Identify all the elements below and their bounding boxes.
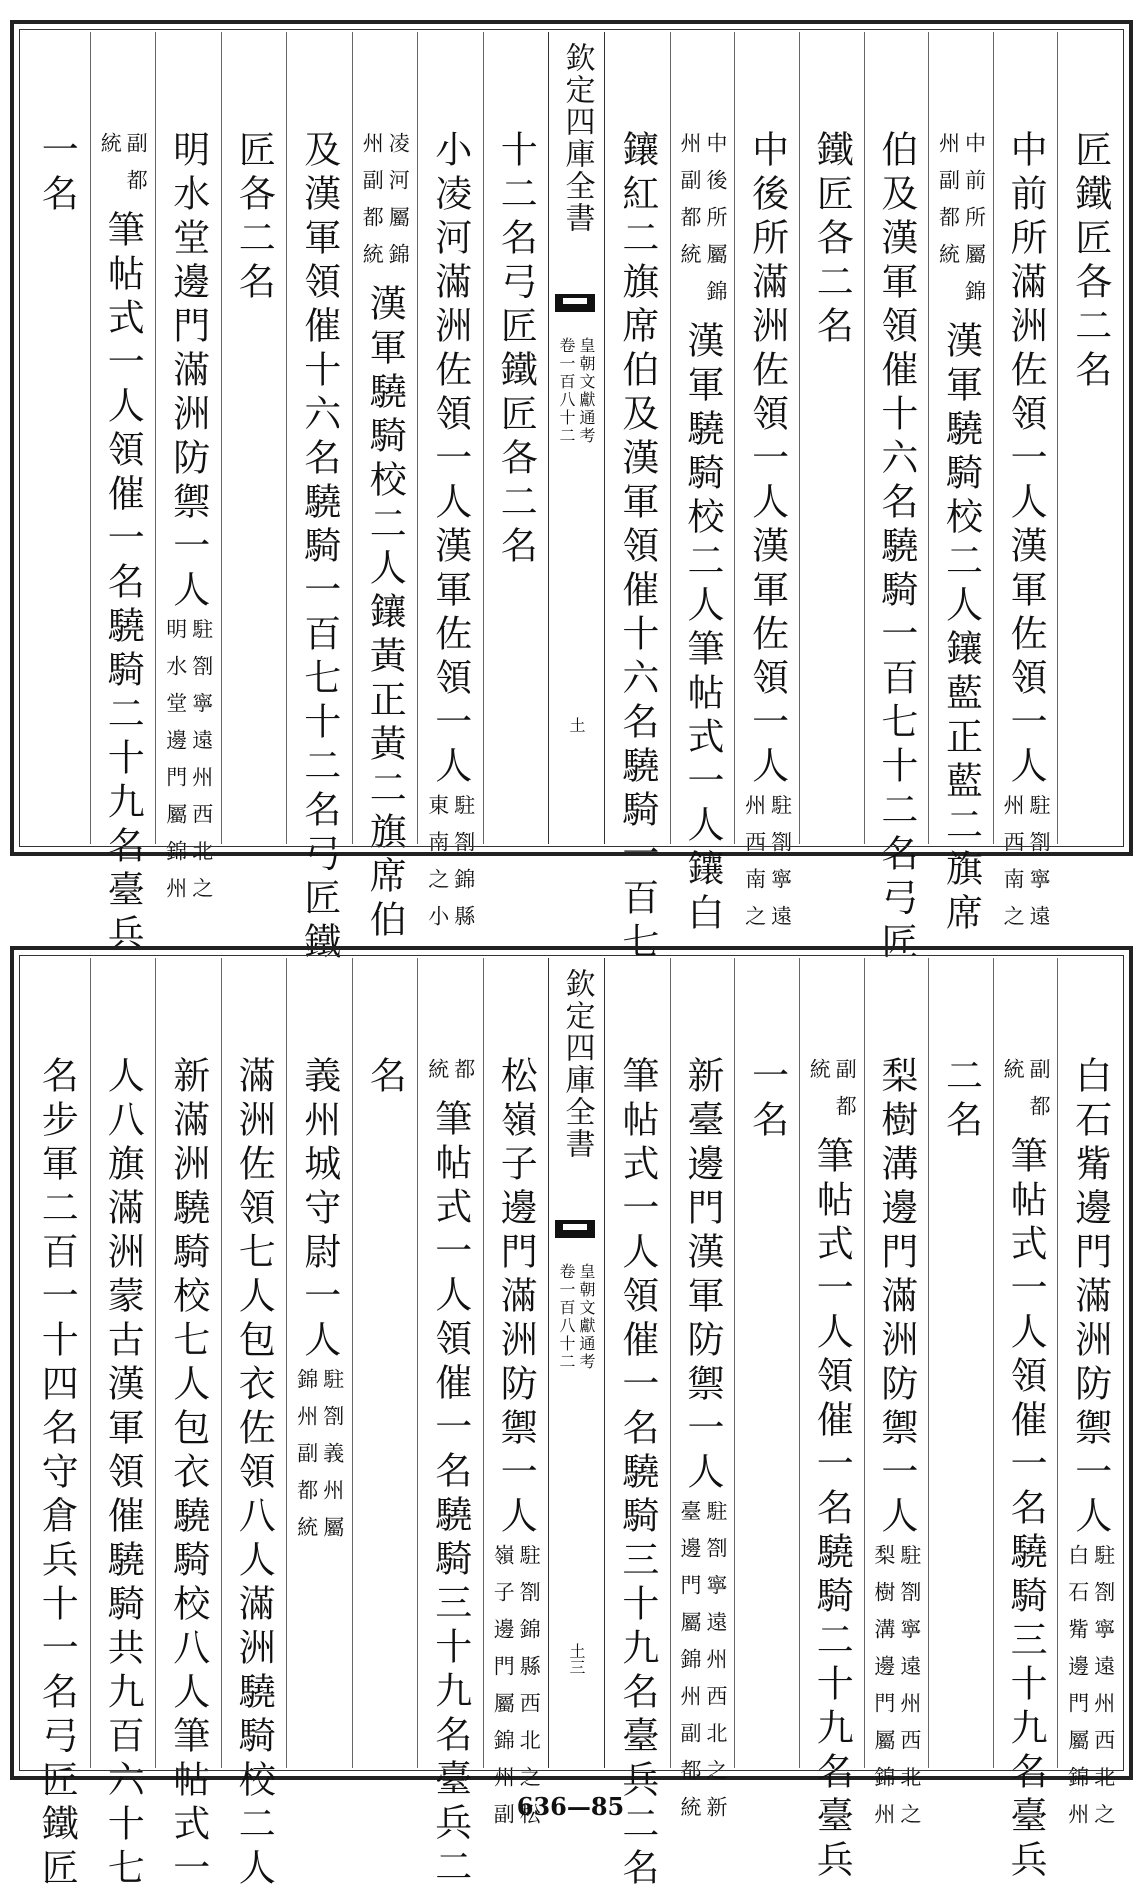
text-column <box>24 32 90 844</box>
column-main-text: 二名 <box>939 1056 983 1144</box>
column-annotation: 駐劄寧遠州西北之 <box>1091 1544 1116 1840</box>
top-source-title: 皇朝文獻通考 <box>577 337 596 445</box>
column-annotation: 州副都統 <box>360 132 385 280</box>
text-column <box>993 32 1058 942</box>
column-annotation: 中後所屬錦 <box>703 132 728 317</box>
column-main-text: 匠各二名 <box>232 130 276 306</box>
text-column <box>670 32 735 937</box>
column-annotation: 都 <box>451 1058 476 1095</box>
column-main-text: 新臺邊門漢軍防禦一人 <box>680 1056 724 1496</box>
text-column <box>734 32 799 942</box>
text-column <box>670 958 735 1833</box>
text-column <box>1057 958 1122 1840</box>
column-main-text: 中後所滿洲佐領一人漢軍佐領一人 <box>745 130 789 790</box>
text-column <box>155 958 221 1892</box>
column-main-text: 及漢軍領催十六名驍騎一百七十二名弓匠鐵 <box>297 130 341 966</box>
column-annotation: 嶺子邊門屬錦州副 <box>491 1544 516 1840</box>
bottom-page-number: 土三 <box>567 1643 586 1675</box>
column-annotation: 州副都統 <box>677 132 702 280</box>
column-annotation: 駐劄寧遠州西北之 <box>189 618 214 914</box>
column-annotation: 統 <box>1001 1058 1026 1095</box>
text-column <box>221 32 287 844</box>
text-column <box>286 32 352 966</box>
column-annotation: 州西南之 <box>742 794 767 942</box>
top-fish-tail-mark <box>555 294 595 312</box>
column-annotation: 東南之小 <box>425 794 450 942</box>
bottom-gutter <box>548 958 605 1768</box>
column-annotation: 副都 <box>124 132 149 206</box>
column-main-text: 鑲紅二旗席伯及漢軍領催十六名驍騎一百七 <box>615 130 659 966</box>
column-annotation: 駐劄寧遠 <box>1027 794 1052 942</box>
column-main-text: 筆帖式一人領催一名驍騎三十九名臺兵 <box>1004 1136 1048 1884</box>
column-main-text: 明水堂邊門滿洲防禦一人 <box>166 130 210 614</box>
column-annotation: 明水堂邊門屬錦州 <box>163 618 188 914</box>
text-column <box>417 958 483 1891</box>
text-column <box>286 958 352 1768</box>
column-annotation: 凌河屬錦 <box>386 132 411 280</box>
column-main-text: 新滿洲驍騎校七人包衣驍騎校八人筆帖式一 <box>166 1056 210 1892</box>
column-main-text: 筆帖式一人領催一名驍騎三十九名臺兵二名 <box>615 1056 659 1892</box>
column-annotation: 州西南之 <box>1001 794 1026 942</box>
text-column <box>864 32 929 966</box>
column-annotation: 駐劄寧遠州西北之新 <box>703 1500 728 1833</box>
text-column <box>799 32 864 844</box>
text-column <box>928 32 993 937</box>
column-main-text: 小凌河滿洲佐領一人漢軍佐領一人 <box>428 130 472 790</box>
column-annotation: 梨樹溝邊門屬錦州 <box>871 1544 896 1840</box>
column-annotation: 駐劄寧遠 <box>768 794 793 942</box>
bottom-source-title: 皇朝文獻通考 <box>577 1263 596 1371</box>
column-main-text: 伯及漢軍領催十六名驍騎一百七十二名弓匠 <box>874 130 918 966</box>
text-column <box>221 958 287 1892</box>
column-main-text: 名 <box>363 1056 407 1100</box>
text-column <box>352 958 418 1768</box>
text-column <box>605 32 670 966</box>
top-page-number: 土 <box>567 717 586 733</box>
text-column <box>417 32 483 942</box>
column-annotation: 副都 <box>1027 1058 1052 1132</box>
text-column <box>24 958 90 1892</box>
text-column <box>864 958 929 1840</box>
column-annotation: 駐劄寧遠州西北之 <box>897 1544 922 1840</box>
column-main-text: 滿洲佐領七人包衣佐領八人滿洲驍騎校二人 <box>232 1056 276 1892</box>
column-main-text: 鐵匠各二名 <box>810 130 854 350</box>
column-main-text: 筆帖式一人領催一名驍騎二十九名臺兵 <box>101 210 145 958</box>
text-column <box>352 32 418 944</box>
text-column <box>1057 32 1122 844</box>
text-column <box>155 32 221 914</box>
column-main-text: 一名 <box>745 1056 789 1144</box>
text-column <box>90 32 156 958</box>
column-annotation: 州副都統 <box>936 132 961 280</box>
top-volume: 卷一百八十二 <box>557 337 576 445</box>
column-annotation: 臺邊門屬錦州副都統 <box>677 1500 702 1833</box>
column-main-text: 人八旗滿洲蒙古漢軍領催驍騎共九百六十七 <box>101 1056 145 1892</box>
text-column <box>605 958 670 1892</box>
text-column <box>483 32 549 844</box>
column-main-text: 筆帖式一人領催一名驍騎二十九名臺兵 <box>810 1136 854 1884</box>
column-annotation: 中前所屬錦 <box>962 132 987 317</box>
column-annotation: 錦州副都統 <box>294 1368 319 1553</box>
column-main-text: 名步軍二百一十四名守倉兵十一名弓匠鐵匠 <box>35 1056 79 1892</box>
column-annotation: 統 <box>807 1058 832 1095</box>
column-annotation: 副都 <box>833 1058 858 1132</box>
column-annotation: 駐劄義州屬 <box>320 1368 345 1553</box>
column-annotation: 統 <box>425 1058 450 1095</box>
column-main-text: 漢軍驍騎校二人筆帖式一人鑲白 <box>680 321 724 937</box>
text-column <box>483 958 549 1840</box>
column-main-text: 義州城守尉一人 <box>297 1056 341 1364</box>
column-annotation: 白石觜邊門屬錦州 <box>1065 1544 1090 1840</box>
footer-page-number: 636—85 <box>516 1792 625 1821</box>
bottom-book-title: 欽定四庫全書 <box>559 968 595 1160</box>
column-main-text: 十二名弓匠鐵匠各二名 <box>494 130 538 570</box>
column-main-text: 中前所滿洲佐領一人漢軍佐領一人 <box>1004 130 1048 790</box>
text-column <box>90 958 156 1892</box>
column-main-text: 筆帖式一人領催一名驍騎三十九名臺兵二 <box>428 1099 472 1891</box>
column-main-text: 一名 <box>35 130 79 218</box>
bottom-volume: 卷一百八十二 <box>557 1263 576 1371</box>
column-main-text: 梨樹溝邊門滿洲防禦一人 <box>874 1056 918 1540</box>
column-main-text: 白石觜邊門滿洲防禦一人 <box>1068 1056 1112 1540</box>
top-gutter <box>548 32 605 844</box>
text-column <box>734 958 799 1768</box>
text-column <box>993 958 1058 1884</box>
column-annotation: 駐劄錦縣 <box>451 794 476 942</box>
column-main-text: 漢軍驍騎校二人鑲黃正黃二旗席伯 <box>363 284 407 944</box>
bottom-fish-tail-mark <box>555 1220 595 1238</box>
column-main-text: 漢軍驍騎校二人鑲藍正藍二旗席 <box>939 321 983 937</box>
column-annotation: 統 <box>98 132 123 169</box>
column-main-text: 匠鐵匠各二名 <box>1068 130 1112 394</box>
column-main-text: 松嶺子邊門滿洲防禦一人 <box>494 1056 538 1540</box>
top-page <box>10 20 1133 966</box>
column-annotation: 駐劄錦縣西北之松 <box>517 1544 542 1840</box>
text-column <box>799 958 864 1884</box>
top-book-title: 欽定四庫全書 <box>559 42 595 234</box>
text-column <box>928 958 993 1768</box>
